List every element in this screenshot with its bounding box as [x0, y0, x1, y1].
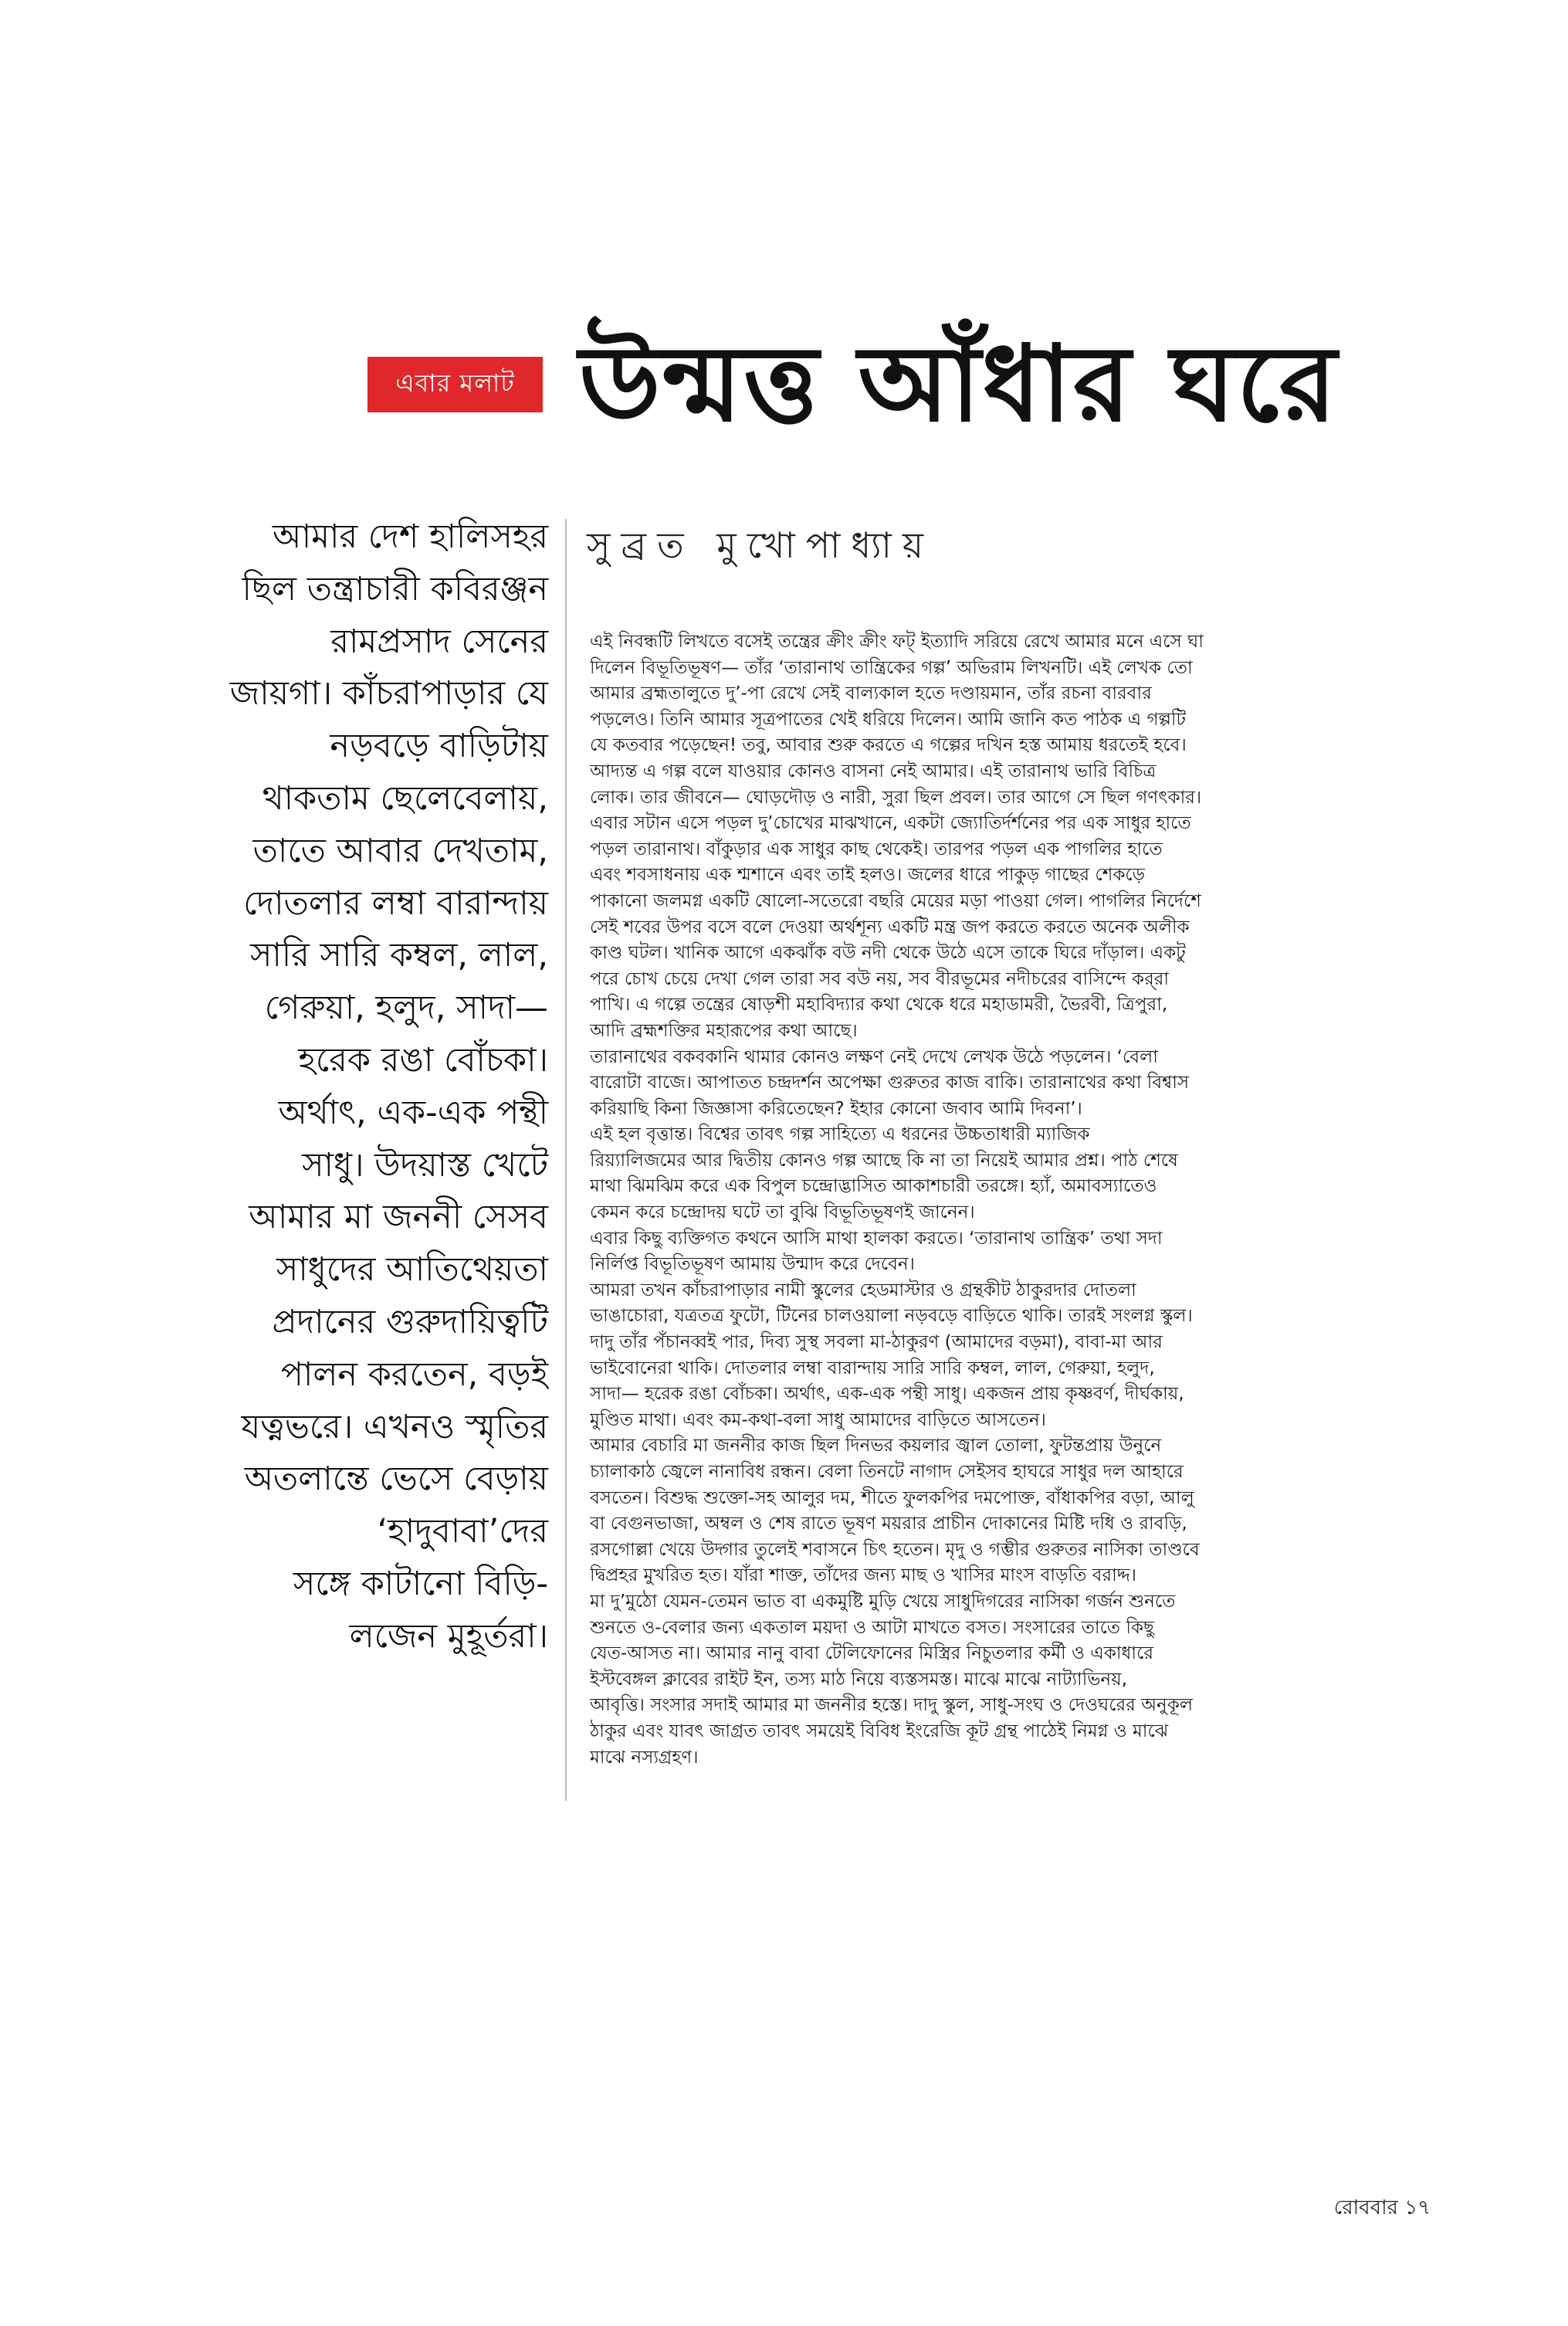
pull-quote-line: থাকতাম ছেলেবেলায়, — [262, 778, 548, 818]
article-title: উন্মত্ত আঁধার ঘরে — [579, 324, 1339, 446]
body-line: আমরা তখন কাঁচরাপাড়ার নামী স্কুলের হেডমাস্টার ও গ্রন্থকীট ঠাকুরদার দোতলা — [590, 1280, 1136, 1300]
body-line: লোক। তার জীবনে— ঘোড়দৌড় ও নারী, সুরা ছিল প্রবল। তার আগে সে ছিল গণৎকার। — [590, 787, 1202, 808]
pull-quote-line: নড়বড়ে বাড়িটায় — [330, 727, 548, 766]
body-line: দ্বিপ্রহর মুখরিত হত। যাঁরা শাক্ত, তাঁদের জন্য মাছ ও খাসির মাংস বাড়তি বরাদ্দ। — [590, 1565, 1136, 1586]
body-line: এবং শবসাধনায় এক শ্মশানে এবং তাই হলও। জলের ধারে পাকুড় গাছের শেকড়ে — [590, 865, 1146, 886]
body-line: রসগোল্লা খেয়ে উদ্গার তুলেই শবাসনে চিৎ হতেন। মৃদু ও গম্ভীর গুরুতর নাসিকা তাণ্ডবে — [590, 1539, 1200, 1560]
body-line: বারোটা বাজে। আপাতত চন্দ্রদর্শন অপেক্ষা গুরুতর কাজ বাকি। তারানাথের কথা বিশ্বাস — [590, 1073, 1190, 1093]
pull-quote-line: আমার মা জননী সেসব — [249, 1198, 548, 1237]
pull-quote-line: রামপ্রসাদ সেনের — [330, 622, 548, 661]
body-line: ভাঙাচোরা, যত্রতত্র ফুটো, টিনের চালওয়ালা নড়বড়ে বাড়িতে থাকি। তারই সংলগ্ন স্কুল। — [590, 1306, 1193, 1327]
body-line: সেই শবের উপর বসে বলে দেওয়া অর্থশূন্য একটি মন্ত্র জপ করতে করতে অনেক অলীক — [590, 917, 1190, 938]
article-body — [590, 629, 1431, 1771]
body-line: ভাইবোনেরা থাকি। দোতলার লম্বা বারান্দায় সারি সারি কম্বল, লাল, গেরুয়া, হলুদ, — [590, 1358, 1155, 1378]
body-line: কাণ্ড ঘটল। খানিক আগে একঝাঁক বউ নদী থেকে উঠে এসে তাকে ঘিরে দাঁড়াল। একটু — [590, 943, 1186, 964]
body-line: চ্যালাকাঠ জ্বেলে নানাবিধ রন্ধন। বেলা তিনটে নাগাদ সেইসব হাঘরে সাধুর দল আহারে — [590, 1462, 1184, 1482]
pull-quote-line: প্রদানের গুরুদায়িত্বটি — [272, 1302, 548, 1341]
body-line: সাদা— হরেক রঙা বোঁচকা। অর্থাৎ, এক-এক পন্থী সাধু। একজন প্রায় কৃষ্ণবর্ণ, দীর্ঘকায়, — [590, 1384, 1184, 1405]
body-line: মুণ্ডিত মাথা। এবং কম-কথা-বলা সাধু আমাদের বাড়িতে আসতেন। — [590, 1409, 1046, 1430]
pull-quote-line: ছিল তন্ত্রাচারী কবিরঞ্জন — [242, 569, 548, 609]
pull-quote-line: ‘হাদুবাবা’দের — [377, 1512, 548, 1551]
pull-quote-line: গেরুয়া, হলুদ, সাদা— — [264, 988, 548, 1028]
body-line: আমার বেচারি মা জননীর কাজ ছিল দিনভর কয়লার জ্বাল তোলা, ফুটন্তপ্রায় উনুনে — [590, 1436, 1162, 1456]
body-line: পাখি। এ গল্পে তন্ত্রের ষোড়শী মহাবিদ্যার কথা থেকে ধরে মহাডামরী, ভৈরবী, ত্রিপুরা, — [590, 995, 1168, 1016]
pull-quote-line: জায়গা। কাঁচরাপাড়ার যে — [229, 674, 548, 714]
pull-quote-line: হরেক রঙা বোঁচকা। — [298, 1040, 548, 1080]
body-line: পড়ল তারানাথ। বাঁকুড়ার এক সাধুর কাছ থেকেই। তারপর পড়ল এক পাগলির হাতে — [590, 839, 1163, 860]
pull-quote-line: লজেন মুহূর্তরা। — [349, 1616, 548, 1656]
body-line: এবার কিছু ব্যক্তিগত কথনে আসি মাথা হালকা করতে। ‘তারানাথ তান্ত্রিক’ তথা সদা — [590, 1228, 1163, 1249]
body-line: আবৃত্তি। সংসার সদাই আমার মা জননীর হস্তে। দাদু স্কুল, সাধু-সংঘ ও দেওঘরের অনুকূল — [590, 1695, 1193, 1716]
body-line: তারানাথের বকবকানি থামার কোনও লক্ষণ নেই দেখে লেখক উঠে পড়লেন। ‘বেলা — [590, 1046, 1158, 1067]
body-line: যেত-আসত না। আমার নানু বাবা টেলিফোনের মিস্ত্রির নিচুতলার কর্মী ও একাধারে — [590, 1643, 1153, 1664]
body-line: পড়লেও। তিনি আমার সূত্রপাতের খেই ধরিয়ে দিলেন। আমি জানি কত পাঠক এ গল্পটি — [590, 709, 1187, 730]
pull-quote-line: যত্নভরে। এখনও স্মৃতির — [241, 1407, 548, 1446]
body-line: দাদু তাঁর পঁচানব্বই পার, দিব্য সুস্থ সবলা মা-ঠাকুরণ (আমাদের বড়মা), বাবা-মা আর — [590, 1332, 1163, 1353]
pull-quote-line: অতলান্তে ভেসে বেড়ায় — [244, 1460, 548, 1499]
body-line: এই নিবন্ধটি লিখতে বসেই তন্ত্রের ক্রীং ক্রীং ফট্ ইত্যাদি সরিয়ে রেখে আমার মনে এসে ঘা — [590, 632, 1204, 652]
column-divider — [565, 519, 567, 1801]
body-line: মাঝে নস্যগ্রহণ। — [590, 1747, 699, 1768]
body-line: ইস্টবেঙ্গল ক্লাবের রাইট ইন, তস্য মাঠ নিয়ে ব্যস্তসমস্ত। মাঝে মাঝে নাট্যাভিনয়, — [590, 1669, 1128, 1690]
body-line: এবার সটান এসে পড়ল দু’চোখের মাঝখানে, একটা জ্যোতির্দর্শনের পর এক সাধুর হাতে — [590, 813, 1191, 834]
body-line: বা বেগুনভাজা, অম্বল ও শেষ রাতে ভূষণ ময়রার প্রাচীন দোকানের মিষ্টি দধি ও রাবড়ি, — [590, 1514, 1187, 1534]
body-line: কেমন করে চন্দ্রোদয় ঘটে তা বুঝি বিভূতিভূষণই জানেন। — [590, 1202, 975, 1223]
pull-quote-line: পালন করতেন, বড়ই — [280, 1355, 548, 1394]
pull-quote-line: তাতে আবার দেখতাম, — [252, 831, 548, 870]
pull-quote — [116, 511, 548, 1663]
body-line: যে কতবার পড়েছেন! তবু, আবার শুরু করতে এ গল্পের দখিন হস্ত আমায় ধরতেই হবে। — [590, 735, 1187, 756]
body-line: আমার ব্রহ্মতালুতে দু’-পা রেখে সেই বাল্যকাল হতে দণ্ডায়মান, তাঁর রচনা বারবার — [590, 683, 1152, 704]
pull-quote-line: আমার দেশ হালিসহর — [272, 517, 548, 556]
body-line: নির্লিপ্ত বিভূতিভূষণ আমায় উন্মাদ করে দেবেন। — [590, 1254, 915, 1275]
body-line: দিলেন বিভূতিভূষণ— তাঁর ‘তারানাথ তান্ত্রিকের গল্প’ অভিরাম লিখনটি। এই লেখক তো — [590, 657, 1193, 678]
page-footer: রোববার ১৭ — [1333, 2196, 1431, 2219]
pull-quote-line: সাধু। উদয়াস্ত খেটে — [302, 1145, 548, 1185]
body-line: শুনতে ও-বেলার জন্য একতাল ময়দা ও আটা মাখতে বসত। সংসারের তাতে কিছু — [590, 1617, 1154, 1638]
body-line: পরে চোখ চেয়ে দেখা গেল তারা সব বউ নয়, সব বীরভূমের নদীচরের বাসিন্দে কর্‌রা — [590, 968, 1170, 989]
pull-quote-line: সঙ্গে কাটানো বিড়ি- — [293, 1564, 548, 1603]
body-line: পাকানো জলমগ্ন একটি ষোলো-সতেরো বছরি মেয়ের মড়া পাওয়া গেল। পাগলির নির্দেশে — [590, 890, 1201, 911]
pull-quote-line: দোতলার লম্বা বারান্দায় — [243, 883, 548, 923]
pull-quote-line: অর্থাৎ, এক-এক পন্থী — [278, 1093, 548, 1132]
body-line: করিয়াছি কিনা জিজ্ঞাসা করিতেছেন? ইহার কোনো জবাব আমি দিবনা’। — [590, 1098, 1082, 1119]
body-line: আদ্যন্ত এ গল্প বলে যাওয়ার কোনও বাসনা নেই আমার। এই তারানাথ ভারি বিচিত্র — [590, 761, 1157, 782]
body-line: বসতেন। বিশুদ্ধ শুক্তো-সহ আলুর দম, শীতে ফুলকপির দমপোক্ত, বাঁধাকপির বড়া, আলু — [590, 1487, 1194, 1508]
body-line: এই হল বৃত্তান্ত। বিশ্বের তাবৎ গল্প সাহিত্যে এ ধরনের উচ্চতাধারী ম্যাজিক — [590, 1124, 1090, 1145]
body-line: ঠাকুর এবং যাবৎ জাগ্রত তাবৎ সময়েই বিবিধ ইংরেজি কূট গ্রন্থ পাঠেই নিমগ্ন ও মাঝে — [590, 1721, 1169, 1741]
author-byline: সুব্রত মুখোপাধ্যায় — [587, 524, 934, 566]
body-line: মাথা ঝিমঝিম করে এক বিপুল চন্দ্রোদ্ভাসিত আকাশচারী তরঙ্গে। হ্যাঁ, অমাবস্যাতেও — [590, 1176, 1157, 1197]
body-line: রিয়্যালিজমের আর দ্বিতীয় কোনও গল্প আছে কি না তা নিয়েই আমার প্রশ্ন। পাঠ শেষে — [590, 1150, 1178, 1171]
body-line: মা দু’মুঠো যেমন-তেমন ভাত বা একমুষ্টি মুড়ি খেয়ে সাধুদিগরের নাসিকা গর্জন শুনতে — [590, 1591, 1176, 1612]
pull-quote-line: সারি সারি কম্বল, লাল, — [249, 936, 548, 975]
section-label-badge: এবার মলাট — [367, 357, 543, 412]
pull-quote-line: সাধুদের আতিথেয়তা — [276, 1250, 548, 1290]
body-line: আদি ব্রহ্মশক্তির মহারূপের কথা আছে। — [590, 1020, 858, 1041]
